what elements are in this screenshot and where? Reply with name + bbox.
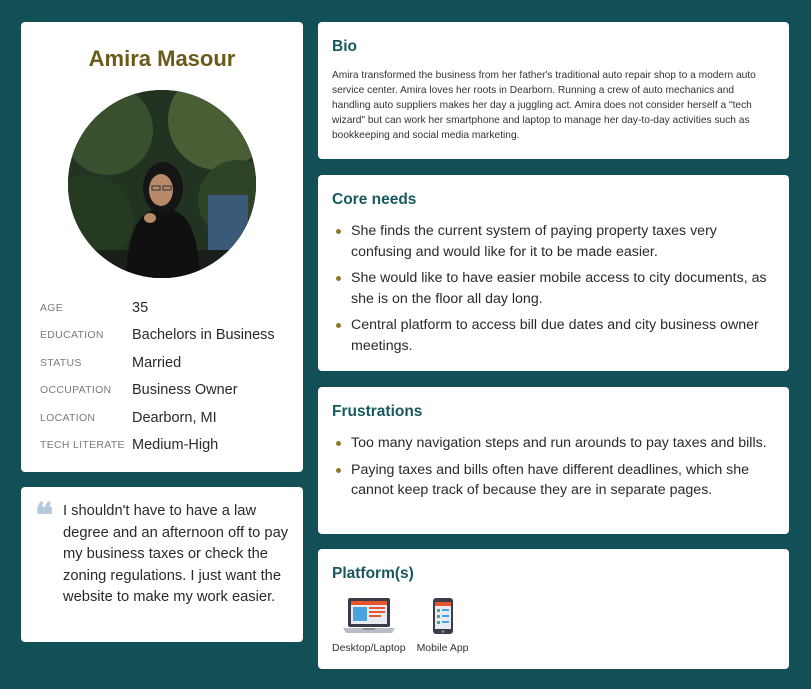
persona-facts: [40, 294, 295, 459]
fact-label: AGE: [40, 301, 64, 314]
quote-card: [21, 487, 303, 642]
fact-value: Dearborn, MI: [132, 409, 217, 426]
fact-row-education: [40, 322, 295, 350]
bio-card: [318, 22, 789, 159]
list-item-text: She finds the current system of paying property taxes very confusing and would like for it to be made easier.: [351, 223, 717, 260]
bullet-icon: [336, 468, 341, 473]
core-needs-title: Core needs: [332, 191, 417, 208]
list-item: [332, 460, 775, 501]
mobile-phone-icon: [432, 595, 454, 637]
platforms-title: Platform(s): [332, 565, 414, 582]
platforms-card: [318, 549, 789, 669]
list-item: [332, 315, 775, 356]
fact-row-tech-literate: [40, 432, 295, 460]
platforms-list: [332, 595, 775, 654]
fact-value: 35: [132, 299, 149, 316]
fact-row-location: [40, 404, 295, 432]
list-item-text: Paying taxes and bills often have different deadlines, which she cannot keep track of because they are in separate pages.: [351, 461, 750, 498]
core-needs-list: [332, 221, 775, 356]
persona-name: Amira Masour: [88, 46, 236, 71]
profile-card: [21, 22, 303, 472]
bio-title: Bio: [332, 38, 357, 55]
frustrations-title: Frustrations: [332, 403, 423, 420]
fact-label: LOCATION: [40, 411, 96, 424]
frustrations-card: [318, 387, 789, 534]
fact-value: Bachelors in Business: [132, 327, 275, 344]
fact-value: Medium-High: [132, 437, 219, 454]
fact-row-age: [40, 294, 295, 322]
bullet-icon: [336, 323, 341, 328]
fact-label: EDUCATION: [40, 329, 104, 342]
bullet-icon: [336, 276, 341, 281]
list-item: [332, 268, 775, 309]
list-item: [332, 433, 775, 454]
quote-text: I shouldn't have to have a law degree and an afternoon off to pay my business taxes or check the zoning regulations. I just want the website to make my work easier.: [63, 503, 289, 605]
bullet-icon: [336, 229, 341, 234]
fact-row-status: [40, 349, 295, 377]
platform-desktop: [332, 595, 406, 654]
platform-mobile: [417, 595, 469, 654]
list-item-text: She would like to have easier mobile access to city documents, as she is on the floor all day long.: [351, 270, 767, 307]
bio-text: Amira transformed the business from her father's traditional auto repair shop to a modern auto service center. Amira loves her roots in Dearborn. Running a crew of auto mechanics and handling auto suppliers makes her day a juggling act. Amira does not consider herself a "tech wizard" but can work her smartphone and laptop to manage her day-to-day activities such as bookkeeping and social media marketing.: [332, 70, 756, 141]
core-needs-card: [318, 175, 789, 371]
fact-label: TECH LITERATE: [40, 439, 125, 452]
platform-label: Mobile App: [416, 642, 469, 654]
list-item-text: Central platform to access bill due dates and city business owner meetings.: [351, 317, 759, 354]
fact-value: Business Owner: [132, 382, 238, 399]
fact-label: OCCUPATION: [40, 384, 112, 397]
fact-label: STATUS: [40, 356, 82, 369]
list-item: [332, 221, 775, 262]
persona-photo: [68, 90, 256, 278]
fact-value: Married: [132, 354, 182, 371]
frustrations-list: [332, 433, 775, 501]
quote-mark-icon: ❝: [35, 496, 54, 536]
bullet-icon: [336, 441, 341, 446]
fact-row-occupation: [40, 377, 295, 405]
list-item-text: Too many navigation steps and run arounds to pay taxes and bills.: [351, 435, 767, 451]
platform-label: Desktop/Laptop: [332, 642, 406, 654]
laptop-icon: [343, 595, 395, 637]
